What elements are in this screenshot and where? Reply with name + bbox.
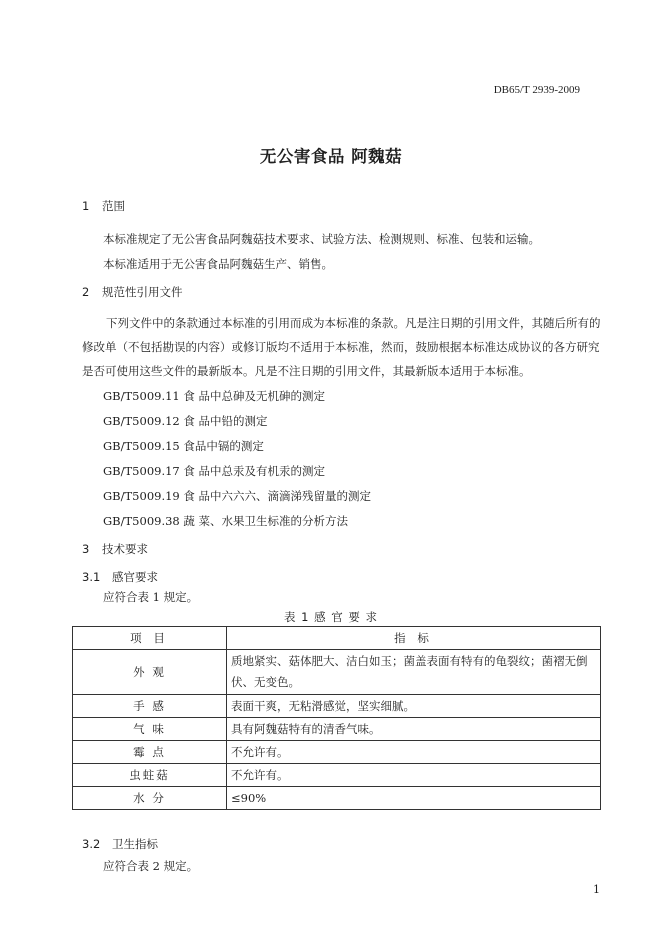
- document-number: DB65/T 2939-2009: [493, 84, 580, 96]
- section-number: 1: [82, 199, 90, 213]
- row-item: 外 观: [73, 650, 227, 695]
- reference-item: GB/T5009.17 食 品中总汞及有机汞的测定: [103, 464, 326, 478]
- reference-item: GB/T5009.15 食品中镉的测定: [103, 439, 264, 453]
- section-title: 范围: [102, 199, 125, 213]
- table-row: [73, 787, 601, 810]
- subsection-3-2-text: 应符合表 2 规定。: [103, 859, 199, 873]
- subsection-3-1-text: 应符合表 1 规定。: [103, 590, 199, 604]
- table-1-caption: 表 1 感 官 要 求: [283, 610, 379, 624]
- table-row: [73, 741, 601, 764]
- subsection-title: 感官要求: [112, 570, 158, 584]
- row-item: 气 味: [73, 718, 227, 741]
- subsection-3-2-heading: [82, 836, 158, 852]
- row-indicator: 不允许有。: [227, 741, 601, 764]
- section-number: 2: [82, 285, 90, 299]
- row-indicator: 质地紧实、菇体肥大、洁白如玉；菌盖表面有特有的龟裂纹；菌褶无倒伏、无变色。: [227, 650, 601, 695]
- reference-item: GB/T5009.12 食 品中铅的测定: [103, 414, 268, 428]
- section-title: 规范性引用文件: [102, 285, 183, 299]
- row-indicator: 具有阿魏菇特有的清香气味。: [227, 718, 601, 741]
- subsection-number: 3.1: [82, 570, 101, 584]
- column-header-indicator: 指 标: [227, 627, 601, 650]
- section-3-heading: [82, 541, 148, 557]
- subsection-number: 3.2: [82, 837, 101, 851]
- row-item: 手 感: [73, 695, 227, 718]
- row-indicator: 表面干爽，无粘滑感觉，坚实细腻。: [227, 695, 601, 718]
- row-item: 霉 点: [73, 741, 227, 764]
- table-row: [73, 718, 601, 741]
- sensory-requirements-table: [72, 626, 601, 810]
- page-title: 无公害食品 阿魏菇: [259, 147, 403, 166]
- section-1-heading: [82, 198, 125, 214]
- section-1-para-1: 本标准规定了无公害食品阿魏菇技术要求、试验方法、检测规则、标准、包装和运输。: [103, 232, 540, 246]
- table-header-row: [73, 627, 601, 650]
- page-number: 1: [593, 883, 600, 896]
- table-row: [73, 695, 601, 718]
- reference-item: GB/T5009.11 食 品中总砷及无机砷的测定: [103, 389, 326, 403]
- section-2-paragraph: 下列文件中的条款通过本标准的引用而成为本标准的条款。凡是注日期的引用文件，其随后所有的修改单（不包括勘误的内容）或修订版均不适用于本标准，然而，鼓励根据本标准达成协议的各方研究是否可使用这些文件的最新版本。凡是不注日期的引用文件，其最新版本适用于本标准。: [82, 316, 601, 378]
- subsection-3-1-heading: [82, 569, 158, 585]
- row-indicator: 不允许有。: [227, 764, 601, 787]
- row-item: 水 分: [73, 787, 227, 810]
- reference-item: GB/T5009.38 蔬 菜、水果卫生标准的分析方法: [103, 514, 349, 528]
- section-2-heading: [82, 284, 183, 300]
- reference-item: GB/T5009.19 食 品中六六六、滴滴涕残留量的测定: [103, 489, 372, 503]
- column-header-item: 项 目: [73, 627, 227, 650]
- section-number: 3: [82, 542, 90, 556]
- row-item: 虫蛀菇: [73, 764, 227, 787]
- subsection-title: 卫生指标: [112, 837, 158, 851]
- row-indicator: ≤90%: [227, 787, 601, 810]
- section-1-para-2: 本标准适用于无公害食品阿魏菇生产、销售。: [103, 257, 333, 271]
- table-row: [73, 764, 601, 787]
- section-title: 技术要求: [102, 542, 148, 556]
- table-row: [73, 650, 601, 695]
